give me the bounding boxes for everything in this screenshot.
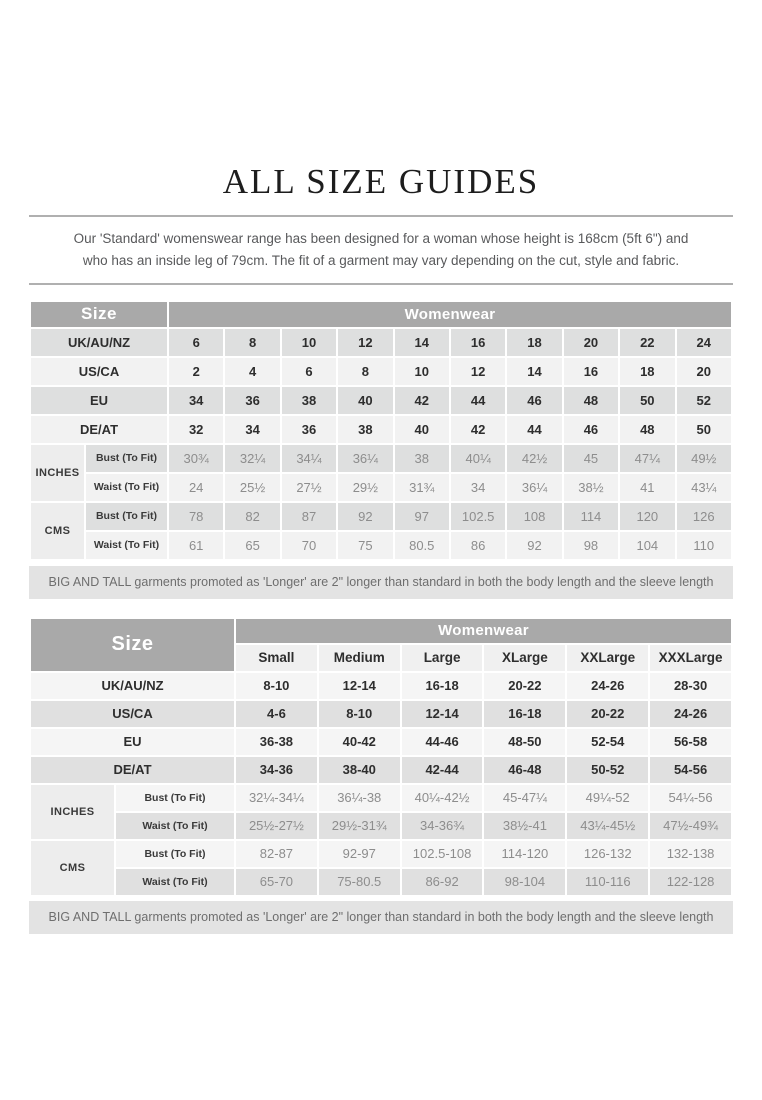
big-and-tall-note: BIG AND TALL garments promoted as 'Longer' are 2" longer than standard in both the body length and the sleeve length bbox=[29, 901, 733, 934]
measure-value-cell: 126-132 bbox=[566, 840, 649, 868]
measure-group-label: CMS bbox=[30, 840, 115, 896]
measure-value-cell: 114-120 bbox=[483, 840, 566, 868]
measure-value-cell: 40¼ bbox=[450, 444, 506, 473]
measure-value-cell: 132-138 bbox=[649, 840, 732, 868]
size-value-cell: 12 bbox=[450, 357, 506, 386]
intro-line-1: Our 'Standard' womenswear range has been designed for a woman whose height is 168cm (5ft 6") and bbox=[73, 231, 689, 246]
measure-value-cell: 47¼ bbox=[619, 444, 675, 473]
size-system-row bbox=[30, 728, 732, 756]
size-value-cell: 16-18 bbox=[483, 700, 566, 728]
measure-value-cell: 27½ bbox=[281, 473, 337, 502]
measure-row bbox=[30, 531, 732, 560]
measure-value-cell: 41 bbox=[619, 473, 675, 502]
size-value-cell: 18 bbox=[619, 357, 675, 386]
size-system-row bbox=[30, 328, 732, 357]
size-value-cell: 20 bbox=[563, 328, 619, 357]
measure-value-cell: 122-128 bbox=[649, 868, 732, 896]
measure-value-cell: 34-36¾ bbox=[401, 812, 484, 840]
measure-value-cell: 98 bbox=[563, 531, 619, 560]
measure-row bbox=[30, 812, 732, 840]
measure-value-cell: 47½-49¾ bbox=[649, 812, 732, 840]
womenwear-header: Womenwear bbox=[168, 301, 732, 328]
measure-value-cell: 92-97 bbox=[318, 840, 401, 868]
size-value-cell: 6 bbox=[281, 357, 337, 386]
measure-value-cell: 43¼ bbox=[676, 473, 732, 502]
size-value-cell: 4-6 bbox=[235, 700, 318, 728]
measure-value-cell: 102.5 bbox=[450, 502, 506, 531]
size-value-cell: 34 bbox=[224, 415, 280, 444]
row-label: EU bbox=[30, 728, 235, 756]
grouped-womenswear-size-table bbox=[29, 617, 733, 897]
measure-value-cell: 92 bbox=[506, 531, 562, 560]
divider-line bbox=[29, 215, 733, 217]
size-value-cell: 10 bbox=[281, 328, 337, 357]
measure-value-cell: 49¼-52 bbox=[566, 784, 649, 812]
measure-value-cell: 108 bbox=[506, 502, 562, 531]
size-value-cell: 48-50 bbox=[483, 728, 566, 756]
size-value-cell: 16-18 bbox=[401, 672, 484, 700]
size-value-cell: 50 bbox=[619, 386, 675, 415]
size-value-cell: 50-52 bbox=[566, 756, 649, 784]
size-value-cell: 12-14 bbox=[318, 672, 401, 700]
size-system-row bbox=[30, 415, 732, 444]
measure-value-cell: 126 bbox=[676, 502, 732, 531]
size-value-cell: 36-38 bbox=[235, 728, 318, 756]
measure-value-cell: 114 bbox=[563, 502, 619, 531]
measure-value-cell: 82 bbox=[224, 502, 280, 531]
measure-value-cell: 75-80.5 bbox=[318, 868, 401, 896]
measure-value-cell: 42½ bbox=[506, 444, 562, 473]
size-value-cell: 40-42 bbox=[318, 728, 401, 756]
size-subheader-cell: Medium bbox=[318, 644, 401, 672]
size-value-cell: 8-10 bbox=[235, 672, 318, 700]
size-value-cell: 12-14 bbox=[401, 700, 484, 728]
measure-group-label: CMS bbox=[30, 502, 85, 560]
measure-row bbox=[30, 868, 732, 896]
measure-value-cell: 80.5 bbox=[394, 531, 450, 560]
size-value-cell: 6 bbox=[168, 328, 224, 357]
size-value-cell: 36 bbox=[281, 415, 337, 444]
size-value-cell: 20 bbox=[676, 357, 732, 386]
measure-value-cell: 38½-41 bbox=[483, 812, 566, 840]
measure-value-cell: 120 bbox=[619, 502, 675, 531]
measure-value-cell: 29½ bbox=[337, 473, 393, 502]
measure-value-cell: 25½-27½ bbox=[235, 812, 318, 840]
size-value-cell: 44-46 bbox=[401, 728, 484, 756]
measure-row-label: Waist (To Fit) bbox=[115, 812, 235, 840]
size-value-cell: 40 bbox=[394, 415, 450, 444]
measure-row bbox=[30, 784, 732, 812]
measure-group-label: INCHES bbox=[30, 444, 85, 502]
measure-value-cell: 40¼-42½ bbox=[401, 784, 484, 812]
size-corner-header: Size bbox=[30, 618, 235, 672]
measure-group-label: INCHES bbox=[30, 784, 115, 840]
measure-value-cell: 97 bbox=[394, 502, 450, 531]
size-value-cell: 8 bbox=[337, 357, 393, 386]
measure-row-label: Waist (To Fit) bbox=[115, 868, 235, 896]
size-value-cell: 2 bbox=[168, 357, 224, 386]
size-subheader-cell: Large bbox=[401, 644, 484, 672]
measure-value-cell: 87 bbox=[281, 502, 337, 531]
size-value-cell: 34 bbox=[168, 386, 224, 415]
big-and-tall-note: BIG AND TALL garments promoted as 'Longer' are 2" longer than standard in both the body length and the sleeve length bbox=[29, 566, 733, 599]
size-value-cell: 28-30 bbox=[649, 672, 732, 700]
size-value-cell: 38 bbox=[281, 386, 337, 415]
measure-row-label: Bust (To Fit) bbox=[115, 784, 235, 812]
measure-value-cell: 49½ bbox=[676, 444, 732, 473]
measure-row bbox=[30, 473, 732, 502]
row-label: DE/AT bbox=[30, 415, 168, 444]
measure-value-cell: 86-92 bbox=[401, 868, 484, 896]
measure-value-cell: 82-87 bbox=[235, 840, 318, 868]
measure-row-label: Bust (To Fit) bbox=[85, 444, 168, 473]
size-value-cell: 44 bbox=[450, 386, 506, 415]
measure-value-cell: 30¾ bbox=[168, 444, 224, 473]
measure-value-cell: 31¾ bbox=[394, 473, 450, 502]
measure-row-label: Waist (To Fit) bbox=[85, 531, 168, 560]
size-system-row bbox=[30, 672, 732, 700]
size-value-cell: 14 bbox=[506, 357, 562, 386]
measure-value-cell: 75 bbox=[337, 531, 393, 560]
size-value-cell: 46 bbox=[563, 415, 619, 444]
measure-value-cell: 34¼ bbox=[281, 444, 337, 473]
measure-value-cell: 70 bbox=[281, 531, 337, 560]
measure-value-cell: 45-47¼ bbox=[483, 784, 566, 812]
measure-value-cell: 65 bbox=[224, 531, 280, 560]
size-value-cell: 12 bbox=[337, 328, 393, 357]
measure-value-cell: 36¼-38 bbox=[318, 784, 401, 812]
size-value-cell: 8 bbox=[224, 328, 280, 357]
size-subheader-cell: XLarge bbox=[483, 644, 566, 672]
size-value-cell: 16 bbox=[563, 357, 619, 386]
measure-value-cell: 65-70 bbox=[235, 868, 318, 896]
size-value-cell: 40 bbox=[337, 386, 393, 415]
size-value-cell: 46 bbox=[506, 386, 562, 415]
page-title: ALL SIZE GUIDES bbox=[222, 162, 540, 201]
row-label: EU bbox=[30, 386, 168, 415]
size-value-cell: 10 bbox=[394, 357, 450, 386]
size-subheader-cell: Small bbox=[235, 644, 318, 672]
size-value-cell: 24-26 bbox=[566, 672, 649, 700]
size-value-cell: 24 bbox=[676, 328, 732, 357]
intro-line-2: who has an inside leg of 79cm. The fit of a garment may vary depending on the cut, style and fabric. bbox=[82, 252, 680, 268]
measure-value-cell: 54¼-56 bbox=[649, 784, 732, 812]
size-value-cell: 32 bbox=[168, 415, 224, 444]
row-label: US/CA bbox=[30, 700, 235, 728]
size-value-cell: 42-44 bbox=[401, 756, 484, 784]
size-value-cell: 48 bbox=[563, 386, 619, 415]
size-corner-header: Size bbox=[30, 301, 168, 328]
size-subheader-cell: XXXLarge bbox=[649, 644, 732, 672]
size-value-cell: 52-54 bbox=[566, 728, 649, 756]
measure-value-cell: 78 bbox=[168, 502, 224, 531]
measure-value-cell: 104 bbox=[619, 531, 675, 560]
measure-value-cell: 38½ bbox=[563, 473, 619, 502]
row-label: UK/AU/NZ bbox=[30, 328, 168, 357]
size-value-cell: 4 bbox=[224, 357, 280, 386]
size-value-cell: 18 bbox=[506, 328, 562, 357]
size-value-cell: 14 bbox=[394, 328, 450, 357]
size-value-cell: 8-10 bbox=[318, 700, 401, 728]
size-value-cell: 38 bbox=[337, 415, 393, 444]
measure-value-cell: 36¼ bbox=[337, 444, 393, 473]
size-value-cell: 44 bbox=[506, 415, 562, 444]
womenwear-header: Womenwear bbox=[235, 618, 732, 644]
measure-value-cell: 43¼-45½ bbox=[566, 812, 649, 840]
measure-row-label: Bust (To Fit) bbox=[85, 502, 168, 531]
measure-value-cell: 86 bbox=[450, 531, 506, 560]
measure-value-cell: 45 bbox=[563, 444, 619, 473]
measure-value-cell: 110 bbox=[676, 531, 732, 560]
size-value-cell: 48 bbox=[619, 415, 675, 444]
size-value-cell: 36 bbox=[224, 386, 280, 415]
measure-row-label: Waist (To Fit) bbox=[85, 473, 168, 502]
measure-value-cell: 98-104 bbox=[483, 868, 566, 896]
row-label: UK/AU/NZ bbox=[30, 672, 235, 700]
measure-value-cell: 110-116 bbox=[566, 868, 649, 896]
measure-row bbox=[30, 444, 732, 473]
measure-value-cell: 25½ bbox=[224, 473, 280, 502]
size-value-cell: 42 bbox=[394, 386, 450, 415]
size-system-row bbox=[30, 357, 732, 386]
size-value-cell: 54-56 bbox=[649, 756, 732, 784]
measure-value-cell: 61 bbox=[168, 531, 224, 560]
size-system-row bbox=[30, 386, 732, 415]
measure-value-cell: 36¼ bbox=[506, 473, 562, 502]
size-value-cell: 42 bbox=[450, 415, 506, 444]
size-value-cell: 34-36 bbox=[235, 756, 318, 784]
size-value-cell: 46-48 bbox=[483, 756, 566, 784]
measure-row bbox=[30, 840, 732, 868]
row-label: DE/AT bbox=[30, 756, 235, 784]
size-value-cell: 20-22 bbox=[566, 700, 649, 728]
size-value-cell: 20-22 bbox=[483, 672, 566, 700]
measure-value-cell: 24 bbox=[168, 473, 224, 502]
size-system-row bbox=[30, 756, 732, 784]
size-system-row bbox=[30, 700, 732, 728]
row-label: US/CA bbox=[30, 357, 168, 386]
size-value-cell: 22 bbox=[619, 328, 675, 357]
measure-value-cell: 32¼ bbox=[224, 444, 280, 473]
size-subheader-cell: XXLarge bbox=[566, 644, 649, 672]
size-value-cell: 16 bbox=[450, 328, 506, 357]
measure-value-cell: 92 bbox=[337, 502, 393, 531]
size-value-cell: 24-26 bbox=[649, 700, 732, 728]
standard-womenswear-size-table bbox=[29, 300, 733, 561]
measure-value-cell: 32¼-34¼ bbox=[235, 784, 318, 812]
size-value-cell: 52 bbox=[676, 386, 732, 415]
divider-line bbox=[29, 283, 733, 285]
measure-value-cell: 38 bbox=[394, 444, 450, 473]
measure-row bbox=[30, 502, 732, 531]
intro-text bbox=[36, 228, 726, 272]
measure-row-label: Bust (To Fit) bbox=[115, 840, 235, 868]
size-value-cell: 38-40 bbox=[318, 756, 401, 784]
size-value-cell: 56-58 bbox=[649, 728, 732, 756]
measure-value-cell: 34 bbox=[450, 473, 506, 502]
measure-value-cell: 29½-31¾ bbox=[318, 812, 401, 840]
size-value-cell: 50 bbox=[676, 415, 732, 444]
measure-value-cell: 102.5-108 bbox=[401, 840, 484, 868]
